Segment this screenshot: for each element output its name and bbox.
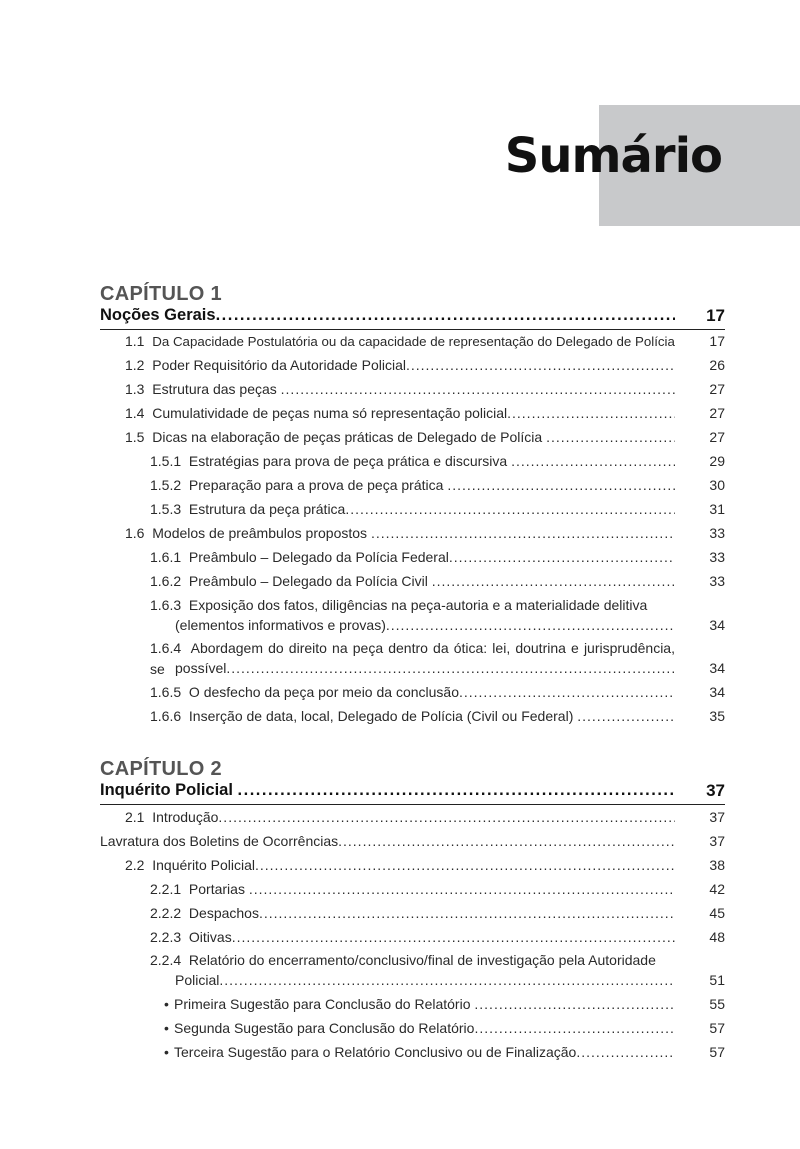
toc-entry xyxy=(125,378,725,400)
toc-entry xyxy=(150,498,725,520)
entry-number: 1.6.3 xyxy=(150,597,182,613)
toc-entry xyxy=(125,854,725,876)
entry-text: Portarias xyxy=(188,881,245,897)
toc-entry-continuation xyxy=(175,657,725,679)
toc-entry xyxy=(125,806,725,828)
toc-entry xyxy=(125,426,725,448)
entry-number: 1.2 xyxy=(125,357,145,373)
entry-text: Da Capacidade Postulatória ou da capacidade de representação do Delegado de Polícia xyxy=(152,334,675,349)
chapter-heading-text: Inquérito Policial xyxy=(100,781,233,799)
entry-text: Preparação para a prova de peça prática xyxy=(188,477,444,493)
entry-page: 34 xyxy=(709,660,725,676)
entry-text: Preâmbulo – Delegado da Polícia Federal xyxy=(188,549,449,565)
entry-text: Cumulatividade de peças numa só representação policial xyxy=(152,405,508,421)
chapter-heading xyxy=(100,306,725,330)
toc-entry xyxy=(150,705,725,727)
entry-text: Terceira Sugestão para o Relatório Conclusivo ou de Finalização xyxy=(174,1044,577,1060)
entry-page: 17 xyxy=(709,333,725,349)
entry-number: 1.1 xyxy=(125,333,145,349)
entry-page: 27 xyxy=(709,381,725,397)
entry-page: 38 xyxy=(709,857,725,873)
entry-page: 26 xyxy=(709,357,725,373)
entry-text: Estrutura das peças xyxy=(152,381,277,397)
toc-entry xyxy=(150,902,725,924)
entry-text: Lavratura dos Boletins de Ocorrências xyxy=(100,833,339,849)
entry-text: Inserção de data, local, Delegado de Polícia (Civil ou Federal) xyxy=(188,708,574,724)
entry-page: 33 xyxy=(709,549,725,565)
entry-page: 37 xyxy=(709,809,725,825)
toc-entry xyxy=(150,570,725,592)
entry-number: 1.6.4 xyxy=(150,640,182,656)
toc-entry xyxy=(125,402,725,424)
toc-entry xyxy=(150,926,725,948)
entry-number: 2.2.3 xyxy=(150,929,182,945)
toc-entry xyxy=(125,354,725,376)
entry-text: Segunda Sugestão para Conclusão do Relatório xyxy=(174,1020,475,1036)
toc-entry xyxy=(150,450,725,472)
entry-page: 34 xyxy=(709,684,725,700)
entry-page: 27 xyxy=(709,405,725,421)
entry-number: 1.3 xyxy=(125,381,145,397)
entry-page: 57 xyxy=(709,1020,725,1036)
entry-page: 29 xyxy=(709,453,725,469)
toc-entry xyxy=(150,878,725,900)
bullet-icon: • xyxy=(164,1044,169,1060)
chapter-heading xyxy=(100,781,725,805)
entry-page: 55 xyxy=(709,996,725,1012)
entry-text: Poder Requisitório da Autoridade Policial xyxy=(152,357,406,373)
entry-page: 27 xyxy=(709,429,725,445)
page-title: Sumário xyxy=(504,128,722,184)
toc-entry xyxy=(125,330,725,353)
toc-entry xyxy=(164,1041,725,1063)
toc-entry xyxy=(164,1017,725,1039)
entry-number: 2.2.1 xyxy=(150,881,182,897)
entry-text: Despachos xyxy=(188,905,259,921)
entry-page: 57 xyxy=(709,1044,725,1060)
entry-page: 45 xyxy=(709,905,725,921)
entry-text: Dicas na elaboração de peças práticas de Delegado de Polícia xyxy=(152,429,543,445)
entry-number: 2.2 xyxy=(125,857,145,873)
chapter-label: CAPÍTULO 1 xyxy=(100,283,222,305)
entry-page: 33 xyxy=(709,525,725,541)
entry-page: 33 xyxy=(709,573,725,589)
entry-text: Modelos de preâmbulos propostos xyxy=(152,525,368,541)
entry-text: Introdução xyxy=(152,809,219,825)
entry-text: O desfecho da peça por meio da conclusão xyxy=(188,684,459,700)
chapter-heading-text: Noções Gerais xyxy=(100,306,216,324)
chapter-heading-page: 17 xyxy=(706,306,725,325)
toc-entry xyxy=(150,546,725,568)
entry-text: Abordagem do direito na peça dentro da ótica: lei, doutrina e jurisprudência, se xyxy=(150,640,675,677)
entry-number: 1.6.1 xyxy=(150,549,182,565)
entry-number: 1.6.6 xyxy=(150,708,182,724)
entry-text: Preâmbulo – Delegado da Polícia Civil xyxy=(188,573,428,589)
entry-text: Estrutura da peça prática xyxy=(188,501,346,517)
entry-number: 1.4 xyxy=(125,405,145,421)
toc-entry-multiline xyxy=(150,950,675,971)
toc-entry xyxy=(150,681,725,703)
entry-number: 1.6 xyxy=(125,525,145,541)
entry-page: 31 xyxy=(709,501,725,517)
entry-number: 2.2.2 xyxy=(150,905,182,921)
chapter-label: CAPÍTULO 2 xyxy=(100,758,222,780)
entry-number: 1.6.2 xyxy=(150,573,182,589)
entry-text-continued: possível xyxy=(175,660,227,676)
toc-entry xyxy=(125,522,725,544)
entry-page: 34 xyxy=(709,617,725,633)
entry-page: 37 xyxy=(709,833,725,849)
toc-entry-continuation xyxy=(175,614,725,636)
entry-number: 2.1 xyxy=(125,809,145,825)
toc-entry xyxy=(164,993,725,1015)
entry-page: 42 xyxy=(709,881,725,897)
entry-text-continued: Policial xyxy=(175,972,220,988)
chapter-heading-page: 37 xyxy=(706,781,725,800)
entry-text: Oitivas xyxy=(188,929,232,945)
entry-text: Relatório do encerramento/conclusivo/final de investigação pela Autoridade xyxy=(188,952,656,968)
toc-entry xyxy=(100,830,725,852)
entry-number: 1.5 xyxy=(125,429,145,445)
entry-number: 1.5.1 xyxy=(150,453,182,469)
entry-number: 1.6.5 xyxy=(150,684,182,700)
entry-page: 35 xyxy=(709,708,725,724)
toc-entry-multiline xyxy=(150,595,675,616)
entry-page: 30 xyxy=(709,477,725,493)
entry-number: 1.5.2 xyxy=(150,477,182,493)
toc-entry-continuation xyxy=(175,969,725,991)
bullet-icon: • xyxy=(164,996,169,1012)
entry-page: 51 xyxy=(709,972,725,988)
entry-text-continued: (elementos informativos e provas) xyxy=(175,617,386,633)
entry-page: 48 xyxy=(709,929,725,945)
entry-number: 2.2.4 xyxy=(150,952,182,968)
bullet-icon: • xyxy=(164,1020,169,1036)
entry-text: Exposição dos fatos, diligências na peça-autoria e a materialidade delitiva xyxy=(188,597,648,613)
entry-text: Primeira Sugestão para Conclusão do Relatório xyxy=(174,996,471,1012)
entry-number: 1.5.3 xyxy=(150,501,182,517)
toc-entry xyxy=(150,474,725,496)
entry-text: Estratégias para prova de peça prática e discursiva xyxy=(188,453,508,469)
entry-text: Inquérito Policial xyxy=(152,857,255,873)
